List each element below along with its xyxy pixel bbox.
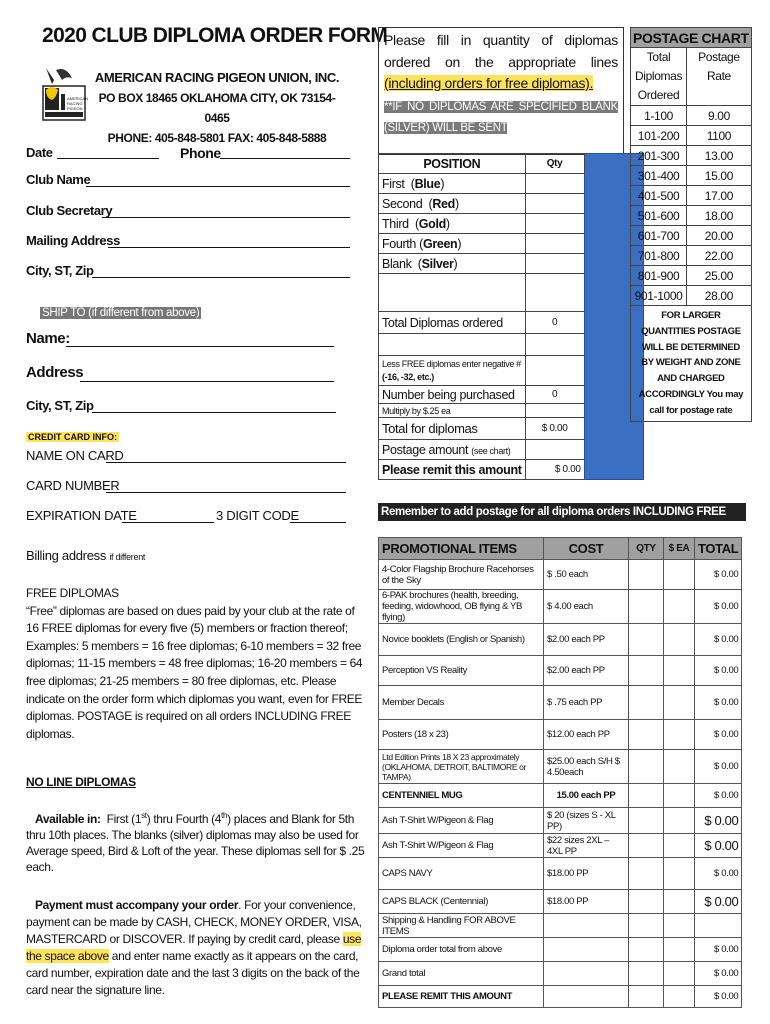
postage-note: FOR LARGER QUANTITIES POSTAGE WILL BE DETERMINED BY WEIGHT AND ZONE AND CHARGED ACCORDINGLY You may call for postage rate (631, 306, 752, 422)
postage-range: 101-200 (631, 126, 687, 146)
position-row-third: Third (Gold) (379, 214, 526, 234)
promo-cost: 15.00 each PP (544, 784, 629, 808)
arpu-logo (40, 64, 88, 124)
promo-item: 4-Color Flagship Brochure Racehorses of the Sky (379, 560, 544, 590)
promo-item: CAPS NAVY (379, 858, 544, 890)
promo-total: $ 0.00 (695, 808, 742, 834)
promo-qty-input[interactable] (629, 686, 664, 720)
mailing-address-field[interactable] (108, 247, 350, 248)
diploma-total-value: $ 0.00 (695, 938, 742, 962)
qty-blank[interactable] (525, 254, 584, 274)
total-ordered-value: 0 (525, 312, 584, 334)
qty-header: Qty (525, 154, 584, 174)
postage-range: 901-1000 (631, 286, 687, 306)
promo-cost: $22 sizes 2XL – 4XL PP (544, 834, 629, 858)
city-label: City, ST, Zip (26, 263, 94, 278)
name-on-card-field[interactable] (106, 462, 346, 463)
qty-second[interactable] (525, 194, 584, 214)
name-on-card-label: NAME ON CARD (26, 448, 124, 463)
postage-rate: 1100 (687, 126, 752, 146)
mailing-address-label: Mailing Address (26, 233, 120, 248)
promo-cost: $ .50 each (544, 560, 629, 590)
payment-text: Payment must accompany your order. For your convenience, payment can be made by CASH, CHECK, MONEY ORDER, VISA, MASTERCARD or DISCOVER. If paying by credit card, please use the space above and enter name exactly as it appears on the card, card number, expiration date and the last 3 digits on the back of the card near the signature line. (26, 898, 362, 997)
promo-header-items: PROMOTIONAL ITEMS (379, 538, 544, 560)
position-row-first: First (Blue) (379, 174, 526, 194)
purchased-value: 0 (525, 386, 584, 404)
club-name-label: Club Name (26, 172, 91, 187)
promo-total: $ 0.00 (695, 686, 742, 720)
date-field[interactable] (57, 158, 159, 159)
promo-total: $ 0.00 (695, 656, 742, 686)
promo-qty-input[interactable] (629, 808, 664, 834)
position-row-second: Second (Red) (379, 194, 526, 214)
promo-cost: $2.00 each PP (544, 624, 629, 656)
postage-rate: 25.00 (687, 266, 752, 286)
promo-item: CAPS BLACK (Centennial) (379, 890, 544, 914)
promo-cost: $ 20 (sizes S - XL PP) (544, 808, 629, 834)
expiration-label: EXPIRATION DATE (26, 508, 137, 523)
total-for-label: Total for diplomas (379, 418, 526, 440)
promo-header-total: TOTAL (695, 538, 742, 560)
remit-value: $ 0.00 (525, 460, 584, 480)
postage-rate: 18.00 (687, 206, 752, 226)
form-title: 2020 CLUB DIPLOMA ORDER FORM (42, 24, 388, 47)
card-number-label: CARD NUMBER (26, 478, 120, 493)
promo-header-ea: $ EA (664, 538, 695, 560)
postage-rate: 13.00 (687, 146, 752, 166)
promo-cost: $25.00 each S/H $ 4.50each (544, 750, 629, 784)
promo-qty-input[interactable] (629, 890, 664, 914)
promo-qty-input[interactable] (629, 720, 664, 750)
card-number-field[interactable] (106, 492, 346, 493)
postage-rate: 15.00 (687, 166, 752, 186)
promo-cost: $18.00 PP (544, 890, 629, 914)
promo-item: 6-PAK brochures (health, breeding, feeding, widowhood, OB flying & YB flying) (379, 590, 544, 624)
promo-qty-input[interactable] (629, 784, 664, 808)
postage-range: 501-600 (631, 206, 687, 226)
ship-to-banner: SHIP TO (if different from above) (42, 307, 200, 319)
code-label: 3 DIGIT CODE (216, 508, 299, 523)
promo-total: $ 0.00 (695, 590, 742, 624)
org-name: AMERICAN RACING PIGEON UNION, INC. (94, 70, 340, 85)
promo-qty-input[interactable] (629, 858, 664, 890)
qty-fourth[interactable] (525, 234, 584, 254)
promo-qty-input[interactable] (629, 590, 664, 624)
ship-name-label: Name: (26, 330, 70, 347)
promo-cost: $ .75 each PP (544, 686, 629, 720)
ship-address-field[interactable] (80, 381, 334, 382)
postage-rate: 17.00 (687, 186, 752, 206)
promo-total: $ 0.00 (695, 750, 742, 784)
promo-cost: $12.00 each PP (544, 720, 629, 750)
promo-total: $ 0.00 (695, 624, 742, 656)
club-secretary-label: Club Secretary (26, 203, 113, 218)
city-field[interactable] (92, 277, 350, 278)
postage-range: 401-500 (631, 186, 687, 206)
club-name-field[interactable] (86, 186, 350, 187)
shipping-input[interactable] (695, 914, 742, 938)
org-info (92, 68, 342, 148)
expiration-field[interactable] (122, 522, 214, 523)
code-field[interactable] (290, 522, 346, 523)
promo-qty-input[interactable] (629, 750, 664, 784)
total-for-value: $ 0.00 (525, 418, 584, 440)
postage-range: 801-900 (631, 266, 687, 286)
diploma-total-label: Diploma order total from above (379, 938, 544, 962)
postage-rate: 22.00 (687, 246, 752, 266)
org-phone: PHONE: 405-848-5801 FAX: 405-848-5888 (107, 131, 327, 145)
free-diplomas-section (26, 585, 366, 743)
postage-rate: 9.00 (687, 106, 752, 126)
no-line-heading: NO LINE DIPLOMAS (26, 775, 136, 789)
promo-remit-label: PLEASE REMIT THIS AMOUNT (379, 986, 544, 1008)
ship-name-field[interactable] (66, 346, 334, 347)
grand-total-value: $ 0.00 (695, 962, 742, 986)
less-free-input[interactable] (525, 356, 584, 386)
billing-label: Billing address if different (26, 548, 146, 563)
promo-total: $ 0.00 (695, 834, 742, 858)
promo-qty-input[interactable] (629, 560, 664, 590)
promo-cost: $18.00 PP (544, 858, 629, 890)
promo-header-qty: QTY (629, 538, 664, 560)
diploma-position-table (378, 153, 650, 480)
promo-total: $ 0.00 (695, 784, 742, 808)
promo-cost: $ 4.00 each (544, 590, 629, 624)
promo-item: Ash T-Shirt W/Pigeon & Flag (379, 834, 544, 858)
position-row-fourth: Fourth (Green) (379, 234, 526, 254)
purchased-note: Multiply by $.25 ea (379, 404, 526, 418)
no-line-text: Available in: First (1st) thru Fourth (4th) places and Blank for 5th thru 10th places. The blanks (silver) diplomas may also be used for Average speed, Bird & Loft of the year. These diplomas sell for $ .25 each. (26, 811, 365, 874)
club-secretary-field[interactable] (102, 217, 350, 218)
svg-text:PIGEON: PIGEON (67, 106, 83, 111)
postage-rate: 20.00 (687, 226, 752, 246)
shipping-label: Shipping & Handling FOR ABOVE ITEMS (379, 914, 544, 938)
promo-total: $ 0.00 (695, 858, 742, 890)
qty-third[interactable] (525, 214, 584, 234)
instructions-box: Please fill in quantity of diplomas ordered on the appropriate lines (including orders for free diplomas). **IF NO DIPLOMAS ARE SPECIFIED BLANK (SILVER) WILL BE SENT (378, 27, 624, 155)
free-diplomas-heading: FREE DIPLOMAS (26, 586, 119, 600)
free-diplomas-text: “Free” diplomas are based on dues paid by your club at the rate of 16 FREE diplomas for every five (5) members or fraction thereof; Examples: 5 members = 16 free diplomas; 6-10 members = 32 free diplomas; 11-15 members = 48 free diplomas; 16-20 members = 64 free diplomas; 21-25 members = 80 free diplomas, etc. Please indicate on the order form which diplomas you want, even for FREE diplomas. POSTAGE is required on all orders INCLUDING FREE diplomas. (26, 603, 363, 741)
postage-amount-input[interactable] (525, 440, 584, 460)
qty-first[interactable] (525, 174, 584, 194)
postage-range: 601-700 (631, 226, 687, 246)
promo-item: Member Decals (379, 686, 544, 720)
ship-city-label: City, ST, Zip (26, 398, 94, 413)
postage-col-total: Total Diplomas Ordered (631, 48, 687, 106)
credit-card-banner: CREDIT CARD INFO: (28, 432, 117, 442)
instructions-note: **IF NO DIPLOMAS ARE SPECIFIED BLANK (SILVER) WILL BE SENT (384, 100, 618, 134)
promo-header-cost: COST (544, 538, 629, 560)
postage-reminder: Remember to add postage for all diploma orders INCLUDING FREE diplomas (378, 503, 746, 521)
promo-qty-input[interactable] (629, 656, 664, 686)
promo-item: Posters (18 x 23) (379, 720, 544, 750)
promo-total: $ 0.00 (695, 560, 742, 590)
grand-total-label: Grand total (379, 962, 544, 986)
promo-cost: $2.00 each PP (544, 656, 629, 686)
postage-range: 701-800 (631, 246, 687, 266)
promo-qty-input[interactable] (629, 834, 664, 858)
postage-chart (630, 27, 752, 422)
promo-item: Perception VS Reality (379, 656, 544, 686)
postage-title: POSTAGE CHART (631, 28, 752, 48)
ship-address-label: Address (26, 364, 84, 381)
ship-city-field[interactable] (92, 412, 336, 413)
svg-text:RACING: RACING (67, 101, 83, 106)
less-free-label: Less FREE diplomas enter negative # (-16, -32, etc.) (379, 356, 526, 386)
promo-total: $ 0.00 (695, 720, 742, 750)
postage-col-rate: Postage Rate (687, 48, 752, 106)
position-header: POSITION (379, 154, 526, 174)
postage-range: 201-300 (631, 146, 687, 166)
org-address: PO BOX 18465 OKLAHOMA CITY, OK 73154-0465 (98, 91, 336, 125)
promo-item: Ash T-Shirt W/Pigeon & Flag (379, 808, 544, 834)
postage-range: 1-100 (631, 106, 687, 126)
remit-label: Please remit this amount (379, 460, 526, 480)
total-ordered-label: Total Diplomas ordered (379, 312, 526, 334)
purchased-label: Number being purchased (379, 386, 526, 404)
svg-text:AMERICAN: AMERICAN (67, 96, 88, 101)
promo-remit-value: $ 0.00 (695, 986, 742, 1008)
promo-qty-input[interactable] (629, 624, 664, 656)
promo-item: Ltd Edition Prints 18 X 23 approximately (OKLAHOMA, DETROIT, BALTIMORE or TAMPA) (379, 750, 544, 784)
phone-label: Phone (180, 145, 221, 161)
position-row-blank: Blank (Silver) (379, 254, 526, 274)
promo-total: $ 0.00 (695, 890, 742, 914)
promotional-items-table (378, 537, 742, 1008)
postage-rate: 28.00 (687, 286, 752, 306)
postage-amount-label: Postage amount (see chart) (379, 440, 526, 460)
promo-item: CENTENNIEL MUG (379, 784, 544, 808)
phone-field[interactable] (220, 158, 350, 159)
postage-range: 301-400 (631, 166, 687, 186)
promo-item: Novice booklets (English or Spanish) (379, 624, 544, 656)
date-label: Date (26, 145, 53, 160)
